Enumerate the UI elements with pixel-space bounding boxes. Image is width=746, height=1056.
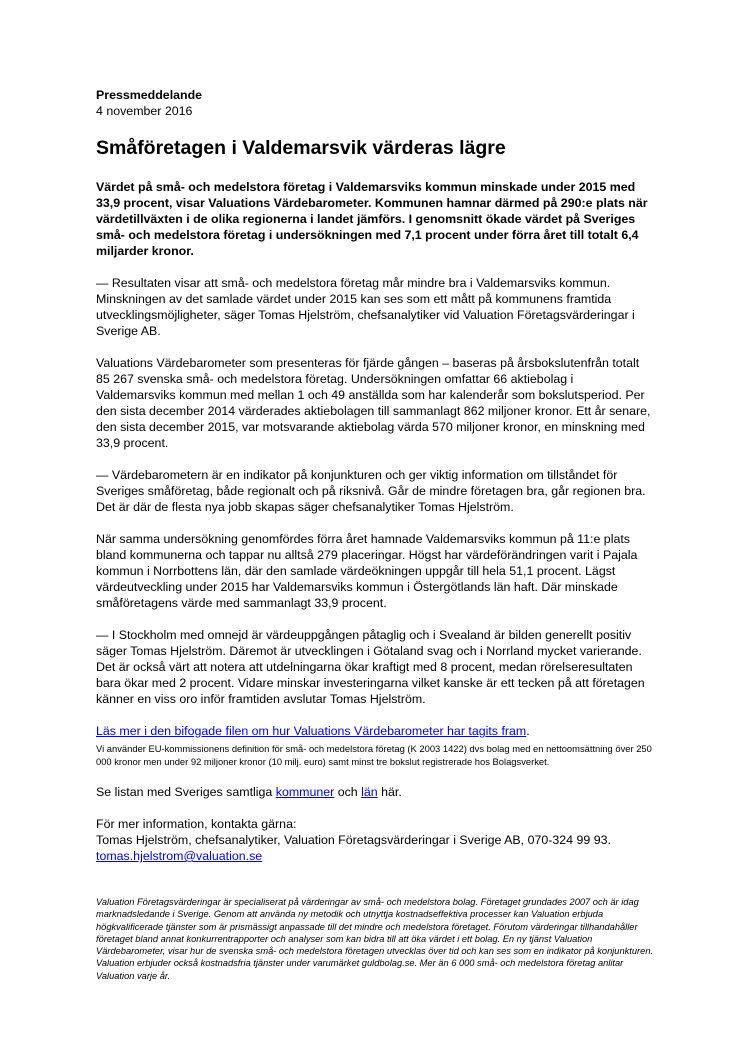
list-prefix: Se listan med Sveriges samtliga (96, 785, 276, 799)
press-release-page (96, 87, 656, 982)
contact-intro: För mer information, kontakta gärna: (96, 817, 297, 831)
read-more-line (96, 723, 656, 739)
body-paragraph: — I Stockholm med omnejd är värdeuppgången påtaglig och i Svealand är bilden generellt positiv säger Tomas Hjelström. Däremot är utvecklingen i Götaland svag och i Norrland mycket varierande. Det är också värt att notera att utdelningarna ökar kraftigt med 8 procent, medan rörelseresultaten bara ökar med 2 procent. Vidare minskar investeringarna vilket kanske är ett tecken på att företagen känner en viss oro inför framtiden avslutar Tomas Hjelström. (96, 628, 645, 706)
body-paragraph: — Värdebarometern är en indikator på konjunkturen och ger viktig information om tillståndet för Sveriges småföretag, både regionalt och på riksnivå. Går de mindre företagen bra, går regionen bra. Det är där de flesta nya jobb skapas säger chefsanalytiker Tomas Hjelström. (96, 468, 646, 514)
contact-person: Tomas Hjelström, chefsanalytiker, Valuation Företagsvärderingar i Sverige AB, 070-324 99 93. (96, 833, 611, 847)
body-paragraph: När samma undersökning genomfördes förra året hamnade Valdemarsviks kommun på 11:e plats bland kommunerna och tappar nu alltså 279 placeringar. Högst har värdeförändringen varit i Pajala kommun i Norrbottens län, där den samlade värdeökningen uppgår till hela 51,1 procent. Lägst värdeutveckling under 2015 har Valdemarsviks kommun i Östergötlands län haft. Där minskade småföretagens värde med sammanlagt 33,9 procent. (96, 532, 638, 610)
definition-note: Vi använder EU-kommissionens definition för små- och medelstora företag (K 2003 1422) dvs bolag med en nettoomsättning över 250 000 kronor men under 92 miljoner kronor (10 milj. euro) samt minst tre bokslut registrerade hos Bolagsverket. (96, 743, 652, 767)
read-more-link[interactable]: Läs mer i den bifogade filen om hur Valuations Värdebarometer har tagits fram (96, 724, 527, 738)
kommuner-link[interactable]: kommuner (275, 785, 335, 799)
company-boilerplate: Valuation Företagsvärderingar är specialiserat på värderingar av små- och medelstora bolag. Företaget grundades 2007 och är idag marknadsledande i Sverige. Genom att använda ny metodik och utnyttja kostnadseffektiva processer kan Valuation erbjuda högkvalificerade tjänster som är prismässigt anpassade till det mindre och medelstora företaget. Förutom värderingar tillhandahåller företaget bland annat konkurrentrapporter och analyser som kan bidra till att öka värdet i ett bolag. En ny tjänst Valuation Värdebarometer, visar hur de svenska små- och medelstora företagen utvecklas över tid och kan ses som en indikator på konjunkturen. Valuation erbjuder också kostnadsfria tjänster under varumärket guldbolag.se. Mer än 6 000 små- och medelstora företag anlitar Valuation varje år. (96, 897, 654, 981)
contact-email-link[interactable]: tomas.hjelstrom@valuation.se (96, 849, 263, 863)
list-middle: och (334, 785, 362, 799)
body-paragraph: — Resultaten visar att små- och medelstora företag mår mindre bra i Valdemarsviks kommun. Minskningen av det samlade värdet under 2015 kan ses som ett mått på kommunens framtida utvecklingsmöjligheter, säger Tomas Hjelström, chefsanalytiker vid Valuation Företagsvärderingar i Sverige AB. (96, 276, 635, 338)
release-date: 4 november 2016 (96, 104, 193, 118)
body-paragraph: Valuations Värdebarometer som presenteras för fjärde gången – baseras på årsbokslutenfrån totalt 85 267 svenska små- och medelstora företag. Undersökningen omfattar 66 aktiebolag i Valdemarsviks kommun med mellan 1 och 49 anställda som har kalenderår som bokslutsperiod. Per den sista december 2014 värderades aktiebolagen till sammanlagt 862 miljoner kronor. Ett år senare, den sista december 2015, var motsvarande aktiebolag värda 570 miljoner kronor, en minskning med 33,9 procent. (96, 356, 651, 450)
list-line (96, 784, 656, 800)
lead-paragraph: Värdet på små- och medelstora företag i Valdemarsviks kommun minskade under 2015 med 33,9 procent, visar Valuations Värdebarometer. Kommunen hamnar därmed på 290:e plats när värdetillväxten i de olika regionerna i landet jämförs. I genomsnitt ökade värdet på Sveriges små- och medelstora företag i undersökningen med 7,1 procent under förra året till totalt 6,4 miljarder kronor. (96, 180, 648, 258)
read-more-suffix: . (526, 724, 530, 738)
lan-link[interactable]: län (361, 785, 378, 799)
headline: Småföretagen i Valdemarsvik värderas lägre (96, 137, 506, 159)
list-suffix: här. (377, 785, 402, 799)
document-kind: Pressmeddelande (96, 88, 203, 102)
